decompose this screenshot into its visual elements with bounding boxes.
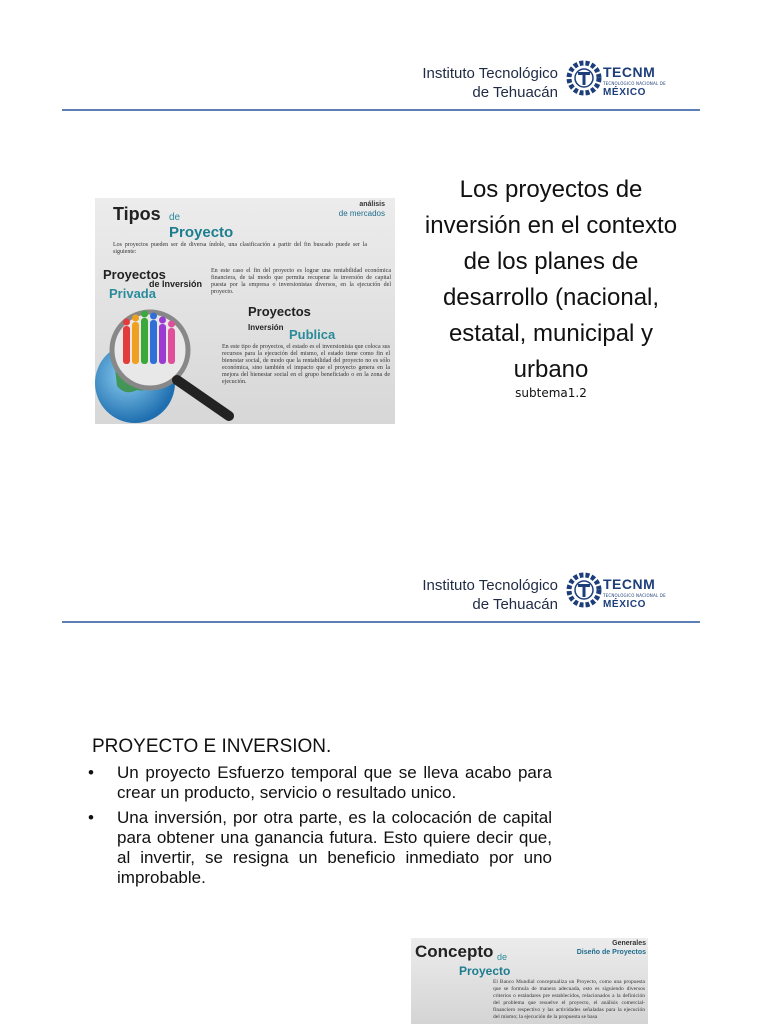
institute-name (422, 64, 558, 102)
institute-name-line2: de Tehuacán (472, 84, 558, 101)
thumbnail-title-de: de (497, 952, 508, 962)
publica-heading-3: Publica (289, 327, 336, 342)
publica-text: En este tipo de proyectos, el estado es el inversionista que coloca sus recursos para la ejecución del mismo, el estado tiene como fin el bienestar social, de modo que la rentabilidad del proyecto no es sólo económica, sino también el impacto que el proyecto genera en la mejora del bienestar social en el grupo beneficiado o en la zona de ejecución. (222, 344, 390, 385)
bullet-icon: • (88, 763, 94, 782)
header-divider (62, 621, 700, 623)
privada-heading-1: Proyectos (103, 267, 166, 282)
thumbnail-title-proyecto: Proyecto (459, 964, 511, 978)
thumbnail-title: Tipos (113, 204, 161, 224)
tipos-de-proyecto-image (95, 198, 395, 424)
mexico-text: MÉXICO (603, 599, 647, 610)
concepto-de-proyecto-image (411, 938, 648, 1024)
mexico-text: MÉXICO (603, 87, 647, 98)
slide-header (62, 564, 700, 624)
tecnm-wordmark (603, 576, 695, 610)
thumbnail-brand-bottom: Diseño de Proyectos (576, 949, 646, 956)
slide-title: Los proyectos de inversión en el contexto de los planes de desarrollo (nacional, estatal, municipal y urbano (424, 176, 678, 383)
thumbnail-brand-bottom: de mercados (338, 209, 385, 218)
slide-subtitle: subtema1.2 (515, 386, 587, 400)
institute-name-line1: Instituto Tecnológico (422, 577, 558, 594)
privada-heading-2: de Inversión (149, 279, 203, 289)
thumbnail-body-text: El Banco Mundial conceptualiza un Proyecto, como una propuesta que se formula de manera adecuada, esto es siguiendo diversos criterios o estándares pre establecidos, relacionados a la definición del problema que resuelve el proyecto, el análisis comercial-financiero respectivo y las actividades señaladas para la ejecución del mismo; la ejecución de la propuesta se basa (493, 979, 645, 1020)
publica-heading-2: Inversión (248, 323, 284, 332)
section-heading: PROYECTO E INVERSION. (92, 736, 332, 757)
bullet-list (86, 763, 552, 893)
bullet-text: Una inversión, por otra parte, es la colocación de capital para obtener una ganancia futura. Esto quiere decir que, al invertir, se resigna un beneficio inmediato por uno improbable. (117, 808, 552, 887)
publica-heading-1: Proyectos (248, 304, 311, 319)
institute-name-line1: Instituto Tecnológico (422, 65, 558, 82)
bullet-text: Un proyecto Esfuerzo temporal que se lleva acabo para crear un producto, servicio o resultado unico. (117, 763, 552, 802)
tecnm-subtext: TECNOLÓGICO NACIONAL DE (603, 81, 666, 86)
privada-heading-3: Privada (109, 286, 156, 301)
bullet-icon: • (88, 808, 94, 827)
thumbnail-intro-text: Los proyectos pueden ser de diversa índole, una clasificación a partir del fin buscado puede ser la siguiente: (113, 242, 367, 255)
thumbnail-brand-top: análisis (359, 201, 385, 208)
privada-text: En este caso el fin del proyecto es lograr una rentabilidad económica financiera, de tal modo que permita recuperar la inversión de capital puesta por la empresa o inversionistas diversos, en la ejecución del proyecto. (211, 268, 391, 295)
bullet-item (86, 808, 552, 888)
slide-2 (0, 512, 768, 1024)
thumbnail-title-proyecto: Proyecto (169, 224, 234, 241)
thumbnail-title-de: de (169, 212, 181, 223)
tecnm-text: TECNM (603, 64, 656, 80)
tecnm-text: TECNM (603, 576, 656, 592)
bullet-item (86, 763, 552, 803)
tecnm-wordmark (603, 64, 695, 98)
thumbnail-title: Concepto (415, 942, 494, 961)
tecnm-logo-icon (566, 58, 602, 98)
institute-name-line2: de Tehuacán (472, 596, 558, 613)
tecnm-subtext: TECNOLÓGICO NACIONAL DE (603, 593, 666, 598)
tecnm-logo-icon (566, 570, 602, 610)
institute-name (422, 576, 558, 614)
header-divider (62, 109, 700, 111)
thumbnail-brand-top: Generales (612, 940, 646, 947)
slide-header (62, 52, 700, 112)
